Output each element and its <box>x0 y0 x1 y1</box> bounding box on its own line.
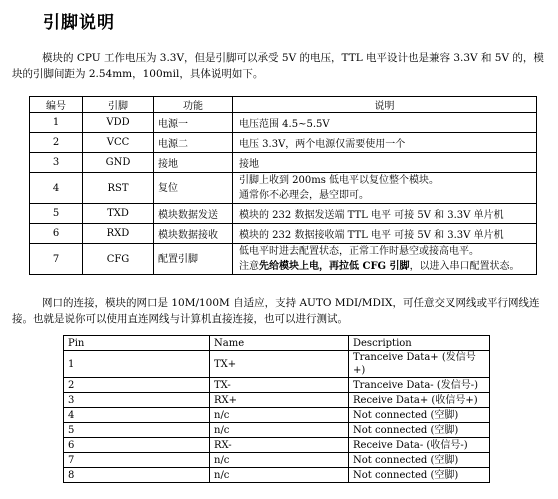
net-name: TX- <box>210 378 349 393</box>
note-bold: 先给模块上电，再拉低 CFG 引脚 <box>259 261 410 272</box>
pin-description: 模块的 232 数据发送端 TTL 电平 可接 5V 和 3.3V 单片机 <box>233 204 537 224</box>
net-description: Not connected (空脚) <box>349 408 490 423</box>
pin-function: 模块数据发送 <box>154 204 233 224</box>
pin-function: 电源一 <box>154 113 233 133</box>
header-description: 说明 <box>233 97 537 113</box>
pin-description: 电压范围 4.5~5.5V <box>233 113 537 133</box>
net-name: RX- <box>210 438 349 453</box>
net-name: n/c <box>210 453 349 468</box>
network-pin-table <box>63 335 490 483</box>
pin-description-line: 通常你不必理会，悬空即可。 <box>239 190 369 201</box>
net-pin: 2 <box>64 378 210 393</box>
table-row <box>30 204 537 224</box>
pin-description <box>233 173 537 204</box>
net-pin: 8 <box>64 468 210 483</box>
pin-description-line: 引脚上收到 200ms 低电平以复位整个模块。 <box>239 175 440 186</box>
table-row <box>64 438 490 453</box>
pin-function: 复位 <box>154 173 233 204</box>
pin-no: 7 <box>30 244 83 275</box>
table-row <box>30 133 537 153</box>
pin-name: TXD <box>83 204 154 224</box>
table-row <box>64 408 490 423</box>
net-name: TX+ <box>210 351 349 378</box>
table-row <box>30 244 537 275</box>
table-row <box>30 153 537 173</box>
pin-name: CFG <box>83 244 154 275</box>
header-pin: Pin <box>64 336 210 351</box>
pin-description-line: 低电平时进去配置状态，正常工作时悬空或接高电平。 <box>239 246 479 257</box>
net-pin: 7 <box>64 453 210 468</box>
header-function: 功能 <box>154 97 233 113</box>
table-row <box>30 173 537 204</box>
network-note-paragraph: 网口的连接，模块的网口是 10M/100M 自适应，支持 AUTO MDI/MDIX，可任意交叉网线或平行网线连接。也就是说你可以使用直连网线与计算机直接连接，也可以进行测试。 <box>12 297 540 325</box>
page-title: 引脚说明 <box>43 13 115 33</box>
pin-description-line <box>239 259 532 274</box>
net-name: n/c <box>210 408 349 423</box>
pin-no: 2 <box>30 133 83 153</box>
header-description: Description <box>349 336 490 351</box>
pin-function: 接地 <box>154 153 233 173</box>
table-row <box>64 453 490 468</box>
net-name: n/c <box>210 423 349 438</box>
net-pin: 5 <box>64 423 210 438</box>
note-suffix: ，以进入串口配置状态。 <box>409 261 520 272</box>
table-row <box>30 224 537 244</box>
pin-description: 模块的 232 数据接收端 TTL 电平 可接 5V 和 3.3V 单片机 <box>233 224 537 244</box>
pin-name: VDD <box>83 113 154 133</box>
pin-function: 模块数据接收 <box>154 224 233 244</box>
pin-name: RST <box>83 173 154 204</box>
pin-no: 1 <box>30 113 83 133</box>
net-description: Receive Data+ (收信号+) <box>349 393 490 408</box>
net-description: Not connected (空脚) <box>349 468 490 483</box>
table-row <box>64 378 490 393</box>
header-pin: 引脚 <box>83 97 154 113</box>
net-pin: 6 <box>64 438 210 453</box>
intro-paragraph: 模块的 CPU 工作电压为 3.3V，但是引脚可以承受 5V 的电压，TTL 电平设计也是兼容 3.3V 和 5V 的，模块的引脚间距为 2.54mm，100mil，具体说明如下。 <box>12 52 544 80</box>
pin-name: GND <box>83 153 154 173</box>
net-description: Tranceive Data- (发信号-) <box>349 378 490 393</box>
pin-description <box>233 244 537 275</box>
net-description: Not connected (空脚) <box>349 423 490 438</box>
table-row <box>30 113 537 133</box>
pin-no: 5 <box>30 204 83 224</box>
net-pin: 4 <box>64 408 210 423</box>
net-pin: 3 <box>64 393 210 408</box>
net-description: Tranceive Data+ (发信号+) <box>349 351 490 378</box>
table-row <box>64 423 490 438</box>
net-description: Not connected (空脚) <box>349 453 490 468</box>
net-description: Receive Data- (收信号-) <box>349 438 490 453</box>
pin-name: RXD <box>83 224 154 244</box>
pin-description: 电压 3.3V，两个电源仅需要使用一个 <box>233 133 537 153</box>
net-table-header <box>64 336 490 351</box>
pin-description: 接地 <box>233 153 537 173</box>
pin-function: 配置引脚 <box>154 244 233 275</box>
pin-no: 4 <box>30 173 83 204</box>
net-name: RX+ <box>210 393 349 408</box>
net-pin: 1 <box>64 351 210 378</box>
header-name: Name <box>210 336 349 351</box>
pin-table <box>29 96 537 275</box>
net-name: n/c <box>210 468 349 483</box>
pin-no: 3 <box>30 153 83 173</box>
note-prefix: 注意 <box>239 261 259 272</box>
table-row <box>64 393 490 408</box>
table-row <box>64 468 490 483</box>
header-no: 编号 <box>30 97 83 113</box>
pin-function: 电源二 <box>154 133 233 153</box>
pin-table-header <box>30 97 537 113</box>
table-row <box>64 351 490 378</box>
pin-name: VCC <box>83 133 154 153</box>
pin-no: 6 <box>30 224 83 244</box>
